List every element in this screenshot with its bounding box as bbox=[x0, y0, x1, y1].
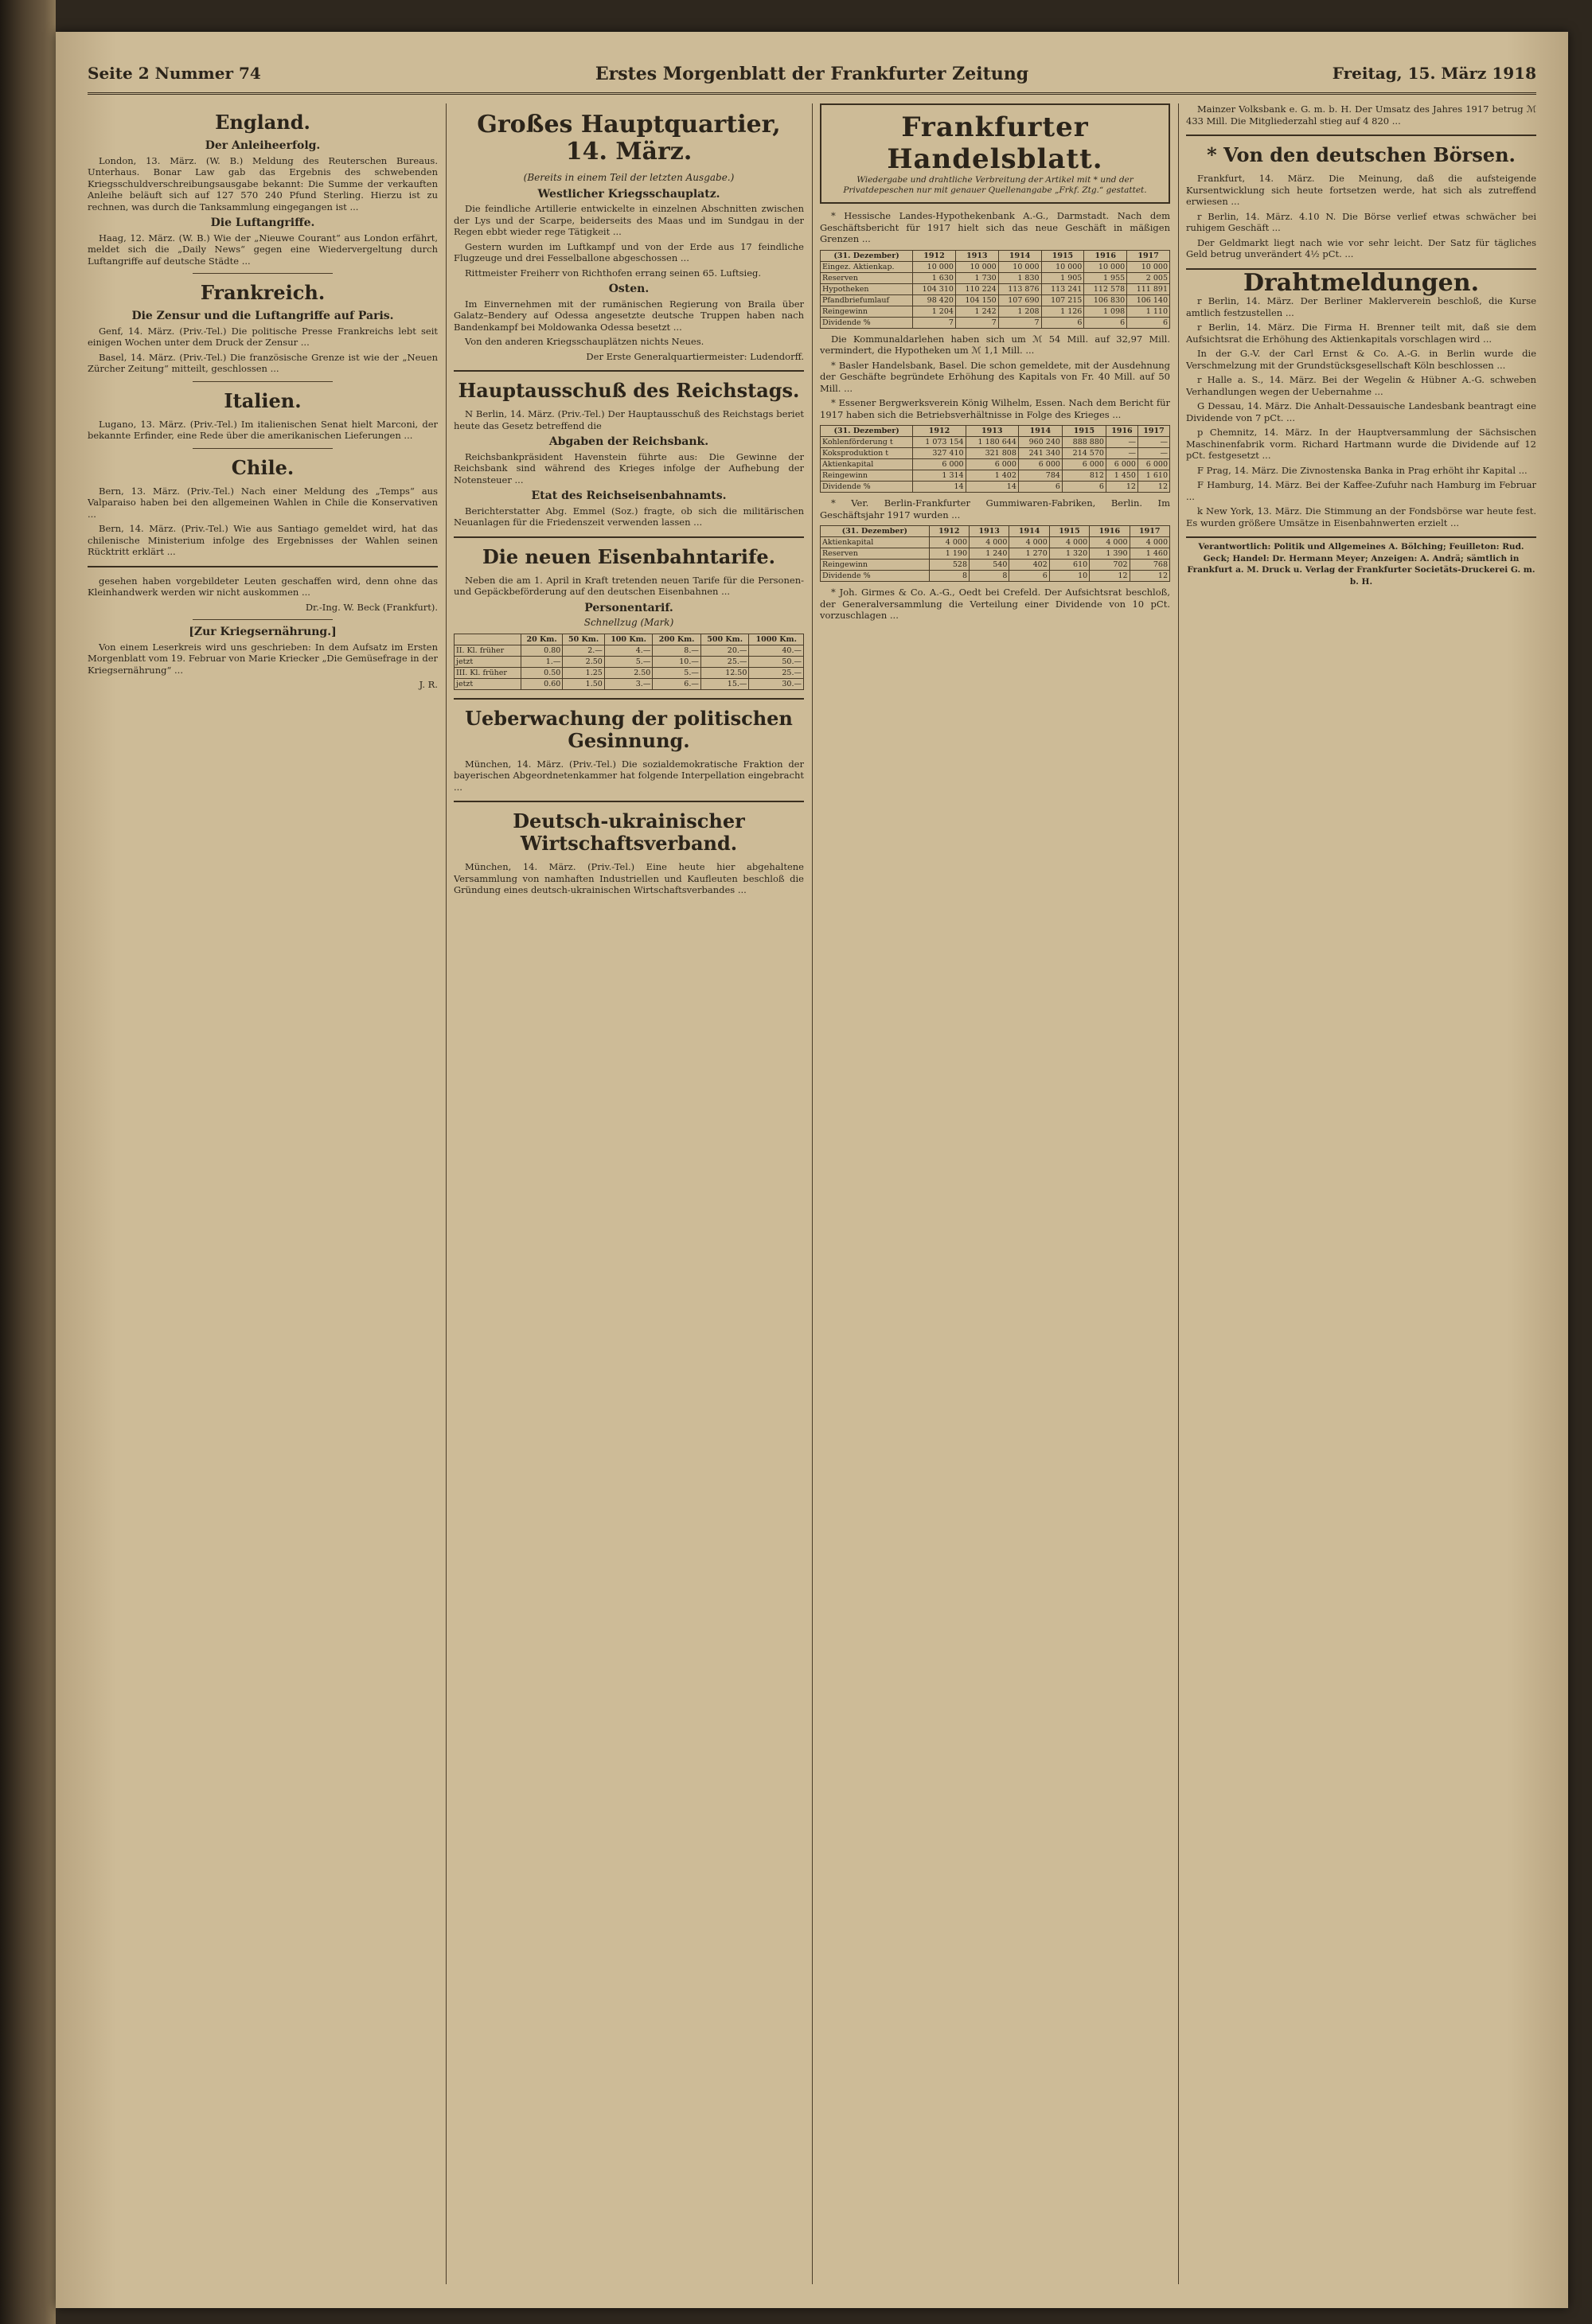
subheading-luftangriffe: Die Luftangriffe. bbox=[210, 216, 315, 229]
table-cell: 10 000 bbox=[913, 261, 956, 272]
divider bbox=[454, 536, 804, 538]
table-cell: 1 314 bbox=[913, 470, 966, 482]
article-text: * Hessische Landes-Hypothekenbank A.-G., Darmstadt. Nach dem Geschäftsbericht für 1917 hielt sich das neue Geschäft in mäßigen Grenzen ... bbox=[820, 210, 1170, 244]
table-row bbox=[821, 560, 1170, 571]
table-cell: 0.50 bbox=[521, 667, 562, 678]
table-cell: 7 bbox=[955, 317, 998, 328]
article-text: Bern, 14. März. (Priv.-Tel.) Wie aus Santiago gemeldet wird, hat das chilenische Ministerium infolge des Ergebnisses der Wahlen seinen Rücktritt erklärt ... bbox=[88, 523, 438, 557]
table-cell: Reserven bbox=[821, 548, 930, 560]
table-row bbox=[821, 261, 1170, 272]
table-cell: 50.— bbox=[749, 656, 804, 667]
subheading-kriegsernaehrung: [Zur Kriegsernährung.] bbox=[189, 626, 337, 638]
table-title: Personentarif. bbox=[584, 601, 673, 614]
column-rule bbox=[812, 103, 813, 2284]
table-header-cell: 1912 bbox=[913, 426, 966, 437]
heading-frankreich: Frankreich. bbox=[200, 281, 326, 304]
table-cell: 812 bbox=[1062, 470, 1106, 482]
table-cell: 7 bbox=[998, 317, 1041, 328]
table-header-cell: 50 Km. bbox=[563, 634, 604, 645]
table-cell: 2 005 bbox=[1127, 272, 1170, 283]
divider bbox=[193, 619, 333, 620]
table-cell: 402 bbox=[1009, 560, 1049, 571]
table-cell: 1 830 bbox=[998, 272, 1041, 283]
article-text: Frankfurt, 14. März. Die Meinung, daß die aufsteigende Kursentwicklung sich heute fortsetzen werde, hat sich als zutreffend erwiesen ... bbox=[1186, 173, 1536, 207]
table-header-row bbox=[455, 634, 804, 645]
divider bbox=[454, 801, 804, 802]
table-cell: III. Kl. früher bbox=[455, 667, 521, 678]
table-cell: 2.50 bbox=[604, 667, 653, 678]
divider bbox=[454, 370, 804, 372]
article-text: Neben die am 1. April in Kraft tretenden neuen Tarife für die Personen- und Gepäckbeförderung auf den deutschen Eisenbahnen ... bbox=[454, 574, 804, 597]
table-cell: 2.— bbox=[563, 645, 604, 656]
table-cell: Reingewinn bbox=[821, 560, 930, 571]
table-header-cell: 1912 bbox=[913, 250, 956, 261]
table-header-cell: 1917 bbox=[1127, 250, 1170, 261]
heading-boersen: * Von den deutschen Börsen. bbox=[1207, 143, 1516, 166]
table-cell: 7 bbox=[913, 317, 956, 328]
table-cell: 10 000 bbox=[1127, 261, 1170, 272]
table-cell: 1 240 bbox=[970, 548, 1009, 560]
header-masthead: Erstes Morgenblatt der Frankfurter Zeitung bbox=[595, 64, 1029, 84]
heading-italien: Italien. bbox=[224, 388, 302, 412]
table-cell: Aktienkapital bbox=[821, 537, 930, 548]
table-cell: 6 bbox=[1127, 317, 1170, 328]
table-cell: 111 891 bbox=[1127, 283, 1170, 294]
table-header-cell: 1916 bbox=[1106, 426, 1137, 437]
article-text: Von einem Leserkreis wird uns geschrieben: In dem Aufsatz im Ersten Morgenblatt vom 19. Februar von Marie Kriecker „Die Gemüsefrage in der Kriegsernährung“ ... bbox=[88, 641, 438, 676]
table-cell: 214 570 bbox=[1062, 448, 1106, 459]
table-cell: 1 208 bbox=[998, 306, 1041, 317]
heading-ueberwachung: Ueberwachung der politischen Gesinnung. bbox=[465, 706, 793, 752]
article-text: p Chemnitz, 14. März. In der Hauptversammlung der Sächsischen Maschinenfabrik vorm. Richard Hartmann wurde die Dividende auf 12 pCt. festgesetzt ... bbox=[1186, 427, 1536, 461]
article-text: Rittmeister Freiherr von Richthofen errang seinen 65. Luftsieg. bbox=[465, 267, 762, 279]
table-header-cell: 20 Km. bbox=[521, 634, 562, 645]
table-header-cell: 1916 bbox=[1084, 250, 1127, 261]
table-cell: 4 000 bbox=[1090, 537, 1130, 548]
table-cell: 327 410 bbox=[913, 448, 966, 459]
table-cell: 10 000 bbox=[1084, 261, 1127, 272]
table-cell: jetzt bbox=[455, 678, 521, 689]
article-text: Im Einvernehmen mit der rumänischen Regierung von Braila über Galatz–Bendery auf Odessa angesetzte deutsche Truppen haben nach Bandenkampf bei Moldowanka Odessa besetzt ... bbox=[454, 298, 804, 333]
table-row bbox=[821, 571, 1170, 582]
table-row bbox=[821, 470, 1170, 482]
heading-chile: Chile. bbox=[231, 455, 295, 479]
table-cell: II. Kl. früher bbox=[455, 645, 521, 656]
subheading-zensur: Die Zensur und die Luftangriffe auf Paris. bbox=[131, 310, 394, 322]
table-header-cell: (31. Dezember) bbox=[821, 526, 930, 537]
table-header-cell: 1916 bbox=[1090, 526, 1130, 537]
table-cell: 1 955 bbox=[1084, 272, 1127, 283]
table-header-cell: 200 Km. bbox=[653, 634, 701, 645]
table-cell: 4.— bbox=[604, 645, 653, 656]
table-cell: 10 000 bbox=[998, 261, 1041, 272]
table-row bbox=[821, 283, 1170, 294]
table-cell: — bbox=[1106, 448, 1137, 459]
table-cell: 1.50 bbox=[563, 678, 604, 689]
handelsblatt-notice: Wiedergabe und drahtliche Verbreitung der Artikel mit * und der Privatdepeschen nur mit genauer Quellenangabe „Frkf. Ztg.“ gestattet. bbox=[843, 175, 1147, 195]
table-cell: 40.— bbox=[749, 645, 804, 656]
table-header-row bbox=[821, 526, 1170, 537]
table-cell: 10 bbox=[1049, 571, 1089, 582]
page-header bbox=[88, 56, 1536, 95]
table-cell: 1 730 bbox=[955, 272, 998, 283]
tariff-table bbox=[454, 634, 804, 690]
table-row bbox=[821, 537, 1170, 548]
heading-wirtschaftsverband: Deutsch-ukrainischer Wirtschaftsverband. bbox=[513, 809, 745, 855]
table-cell: 30.— bbox=[749, 678, 804, 689]
table-cell: Reingewinn bbox=[821, 306, 913, 317]
article-text: Die feindliche Artillerie entwickelte in einzelnen Abschnitten zwischen der Lys und der Scarpe, beiderseits des Maas und im Sundgau in der Regen ebbt wieder rege Tätigkeit ... bbox=[454, 203, 804, 237]
table-header-cell: 500 Km. bbox=[700, 634, 749, 645]
table-cell: 6 bbox=[1018, 482, 1062, 493]
table-cell: 14 bbox=[966, 482, 1018, 493]
table-cell: 6 000 bbox=[913, 459, 966, 470]
article-text: * Basler Handelsbank, Basel. Die schon gemeldete, mit der Ausdehnung der Geschäfte begründete Erhöhung des Kapitals von Fr. 40 Mill. auf 50 Mill. ... bbox=[820, 359, 1170, 394]
table-cell: 6.— bbox=[653, 678, 701, 689]
table-header-cell: 1913 bbox=[955, 250, 998, 261]
table-cell: 4 000 bbox=[1009, 537, 1049, 548]
table-cell: 104 150 bbox=[955, 294, 998, 306]
table-cell: 113 876 bbox=[998, 283, 1041, 294]
article-text: F Prag, 14. März. Die Zivnostenska Banka in Prag erhöht ihr Kapital ... bbox=[1197, 464, 1528, 476]
table-cell: 1 180 644 bbox=[966, 437, 1018, 448]
table-cell: 1 390 bbox=[1090, 548, 1130, 560]
heading-eisenbahntarife: Die neuen Eisenbahntarife. bbox=[482, 544, 775, 568]
header-date: Freitag, 15. März 1918 bbox=[1332, 64, 1536, 83]
subheading-etat: Etat des Reichseisenbahnamts. bbox=[531, 489, 727, 502]
table-cell: 2.50 bbox=[563, 656, 604, 667]
table-cell: 1 460 bbox=[1130, 548, 1169, 560]
table-cell: 14 bbox=[913, 482, 966, 493]
table-cell: Kohlenförderung t bbox=[821, 437, 913, 448]
divider bbox=[454, 698, 804, 700]
table-cell: 1 270 bbox=[1009, 548, 1049, 560]
imprint: Verantwortlich: Politik und Allgemeines A. Bölching; Feuilleton: Rud. Geck; Handel: Dr. Hermann Meyer; Anzeigen: A. Andrä; sämtlich in Frankfurt a. M. Druck u. Verlag der Frankfurter Societäts-Druckerei G. m. b. H. bbox=[1186, 536, 1536, 587]
divider bbox=[1186, 135, 1536, 136]
table-row bbox=[821, 548, 1170, 560]
article-text: Der Geldmarkt liegt nach wie vor sehr leicht. Der Satz für tägliches Geld betrug unverändert 4½ pCt. ... bbox=[1186, 236, 1536, 259]
table-cell: Aktienkapital bbox=[821, 459, 913, 470]
table-cell: — bbox=[1106, 437, 1137, 448]
article-text: * Ver. Berlin-Frankfurter Gummiwaren-Fabriken, Berlin. Im Geschäftsjahr 1917 wurden ... bbox=[820, 497, 1170, 521]
table-cell: 12 bbox=[1137, 482, 1169, 493]
table-header-cell: 1913 bbox=[970, 526, 1009, 537]
table-cell: 6 bbox=[1041, 317, 1084, 328]
article-signature: Der Erste Generalquartiermeister: Ludendorff. bbox=[586, 350, 804, 362]
table-cell: 10 000 bbox=[955, 261, 998, 272]
book-binding bbox=[0, 0, 56, 2324]
table-header-cell: 1917 bbox=[1137, 426, 1169, 437]
table-cell: 8.— bbox=[653, 645, 701, 656]
table-cell: 4 000 bbox=[1049, 537, 1089, 548]
table-cell: 12.50 bbox=[700, 667, 749, 678]
table-row bbox=[455, 678, 804, 689]
table-cell: 4 000 bbox=[929, 537, 969, 548]
table-cell: 110 224 bbox=[955, 283, 998, 294]
table-cell: 1 610 bbox=[1137, 470, 1169, 482]
table-header-row bbox=[821, 426, 1170, 437]
table-header-cell: 1000 Km. bbox=[749, 634, 804, 645]
table-row bbox=[821, 448, 1170, 459]
table-row bbox=[821, 294, 1170, 306]
heading-hauptausschuss: Hauptausschuß des Reichstags. bbox=[458, 379, 800, 402]
table-cell: 6 000 bbox=[1062, 459, 1106, 470]
table-cell: 10.— bbox=[653, 656, 701, 667]
table-cell: 1 402 bbox=[966, 470, 1018, 482]
article-text: Die Kommunaldarlehen haben sich um ℳ 54 Mill. auf 32,97 Mill. vermindert, die Hypotheken um ℳ 1,1 Mill. ... bbox=[820, 333, 1170, 356]
table-cell: 1 450 bbox=[1106, 470, 1137, 482]
article-text: gesehen haben vorgebildeter Leuten geschaffen wird, denn ohne das Kleinhandwerk werden wir nicht auskommen ... bbox=[88, 575, 438, 598]
table-cell: — bbox=[1137, 448, 1169, 459]
column-1 bbox=[88, 103, 438, 2284]
table-cell: 12 bbox=[1130, 571, 1169, 582]
newspaper-page bbox=[56, 32, 1568, 2308]
table-cell: 960 240 bbox=[1018, 437, 1062, 448]
table-cell: 1 204 bbox=[913, 306, 956, 317]
table-cell: 768 bbox=[1130, 560, 1169, 571]
table-cell: 104 310 bbox=[913, 283, 956, 294]
article-text: Genf, 14. März. (Priv.-Tel.) Die politische Presse Frankreichs lebt seit einigen Wochen unter dem Druck der Zensur ... bbox=[88, 325, 438, 348]
table-header-cell: 1914 bbox=[1009, 526, 1049, 537]
article-text: G Dessau, 14. März. Die Anhalt-Dessauische Landesbank beantragt eine Dividende von 7 pCt. ... bbox=[1186, 400, 1536, 423]
table-cell: Eingez. Aktienkap. bbox=[821, 261, 913, 272]
table-cell: 1 073 154 bbox=[913, 437, 966, 448]
article-text: * Joh. Girmes & Co. A.-G., Oedt bei Crefeld. Der Aufsichtsrat beschloß, der Generalversammlung die Verteilung einer Dividende von 10 pCt. vorzuschlagen ... bbox=[820, 587, 1170, 621]
table-cell: 25.— bbox=[749, 667, 804, 678]
table-row bbox=[821, 272, 1170, 283]
article-text: In der G.-V. der Carl Ernst & Co. A.-G. in Berlin wurde die Verschmelzung mit der Grundstücksgesellschaft Köln beschlossen ... bbox=[1186, 348, 1536, 371]
table-cell: 6 000 bbox=[1137, 459, 1169, 470]
table-cell: 98 420 bbox=[913, 294, 956, 306]
table-cell: 4 000 bbox=[1130, 537, 1169, 548]
column-rule bbox=[446, 103, 447, 2284]
subheading-osten: Osten. bbox=[608, 283, 650, 295]
table-row bbox=[455, 656, 804, 667]
article-text: k New York, 13. März. Die Stimmung an der Fondsbörse war heute fest. Es wurden größere Umsätze in Eisenbahnwerten erzielt ... bbox=[1186, 505, 1536, 528]
table-cell: 8 bbox=[929, 571, 969, 582]
column-4 bbox=[1186, 103, 1536, 2284]
table-cell: 6 000 bbox=[1018, 459, 1062, 470]
table-cell: 107 215 bbox=[1041, 294, 1084, 306]
table-header-cell: 1912 bbox=[929, 526, 969, 537]
table-cell: 1 098 bbox=[1084, 306, 1127, 317]
table-cell: 1 630 bbox=[913, 272, 956, 283]
table-cell: 1.25 bbox=[563, 667, 604, 678]
table-row bbox=[821, 437, 1170, 448]
article-text: Reichsbankpräsident Havenstein führte aus: Die Gewinne der Reichsbank sind während des Krieges infolge der Aufhebung der Notensteuer ... bbox=[454, 450, 804, 485]
table-cell: jetzt bbox=[455, 656, 521, 667]
article-text: r Halle a. S., 14. März. Bei der Wegelin & Hübner A.-G. schweben Verhandlungen wegen der Uebernahme ... bbox=[1186, 374, 1536, 397]
table-cell: 6 bbox=[1009, 571, 1049, 582]
table-cell: 15.— bbox=[700, 678, 749, 689]
column-rule bbox=[1178, 103, 1179, 2284]
table-cell: 113 241 bbox=[1041, 283, 1084, 294]
table-header-cell: (31. Dezember) bbox=[821, 250, 913, 261]
table-cell: 888 880 bbox=[1062, 437, 1106, 448]
article-text: * Essener Bergwerksverein König Wilhelm, Essen. Nach dem Bericht für 1917 haben sich die Betriebsverhältnisse in Folge des Krieges ... bbox=[820, 397, 1170, 420]
table-cell: 1 905 bbox=[1041, 272, 1084, 283]
table-cell: Hypotheken bbox=[821, 283, 913, 294]
table-cell: 1 242 bbox=[955, 306, 998, 317]
table-row bbox=[821, 306, 1170, 317]
article-text: Gestern wurden im Luftkampf und von der Erde aus 17 feindliche Flugzeuge und drei Fesselballone abgeschossen ... bbox=[454, 240, 804, 263]
article-text: London, 13. März. (W. B.) Meldung des Reuterschen Bureaus. Unterhaus. Bonar Law gab das Ergebnis des schwebenden Kriegsschuldverschreibungsausgabe bekannt: Die Summe der verkauften Anleihe beläuft sich auf 127 570 240 Pfund Sterling. Hierzu ist zu rechnen, was durch die Tanksammlung eingegangen ist ... bbox=[88, 154, 438, 213]
table-row bbox=[455, 645, 804, 656]
article-text: r Berlin, 14. März. Die Firma H. Brenner teilt mit, daß sie dem Aufsichtsrat die Erhöhung des Aktienkapitals vorschlagen wird ... bbox=[1186, 322, 1536, 345]
table-header-cell bbox=[455, 634, 521, 645]
table-cell: 8 bbox=[970, 571, 1009, 582]
article-text: Haag, 12. März. (W. B.) Wie der „Nieuwe Courant“ aus London erfährt, meldet sich die „Daily News“ gegen eine Wiedervergeltung durch Luftangriffe auf deutsche Städte ... bbox=[88, 232, 438, 267]
table-cell: 1 110 bbox=[1127, 306, 1170, 317]
divider bbox=[193, 273, 333, 274]
table-cell: 20.— bbox=[700, 645, 749, 656]
article-signature: Dr.-Ing. W. Beck (Frankfurt). bbox=[305, 601, 438, 613]
handelsblatt-masthead bbox=[820, 103, 1170, 204]
table-row bbox=[821, 482, 1170, 493]
table-cell: 6 bbox=[1084, 317, 1127, 328]
article-text: München, 14. März. (Priv.-Tel.) Eine heute hier abgehaltene Versammlung von namhaften Industriellen und Kaufleuten beschloß die Gründung eines deutsch-ukrainischen Wirtschaftsverbandes ... bbox=[454, 861, 804, 895]
table-cell: 540 bbox=[970, 560, 1009, 571]
table-cell: 241 340 bbox=[1018, 448, 1062, 459]
table-header-cell: 1915 bbox=[1041, 250, 1084, 261]
table-cell: Dividende % bbox=[821, 571, 930, 582]
subheading-westlicher: Westlicher Kriegsschauplatz. bbox=[537, 187, 720, 201]
table-cell: 5.— bbox=[604, 656, 653, 667]
divider bbox=[193, 381, 333, 382]
table-cell: — bbox=[1137, 437, 1169, 448]
table-cell: 4 000 bbox=[970, 537, 1009, 548]
table-cell: 610 bbox=[1049, 560, 1089, 571]
table-cell: 6 000 bbox=[1106, 459, 1137, 470]
table-cell: 5.— bbox=[653, 667, 701, 678]
table-cell: 0.80 bbox=[521, 645, 562, 656]
balance-table-hypothekenbank bbox=[820, 250, 1170, 329]
table-cell: Reingewinn bbox=[821, 470, 913, 482]
table-row bbox=[821, 317, 1170, 328]
table-cell: Dividende % bbox=[821, 317, 913, 328]
table-header-cell: 1915 bbox=[1049, 526, 1089, 537]
table-header-row bbox=[821, 250, 1170, 261]
table-cell: 1.— bbox=[521, 656, 562, 667]
subheading-note: (Bereits in einem Teil der letzten Ausgabe.) bbox=[523, 172, 735, 183]
table-cell: 106 830 bbox=[1084, 294, 1127, 306]
article-text: F Hamburg, 14. März. Bei der Kaffee-Zufuhr nach Hamburg im Februar ... bbox=[1186, 479, 1536, 502]
handelsblatt-title: Frankfurter Handelsblatt. bbox=[887, 111, 1103, 175]
article-text: r Berlin, 14. März. Der Berliner Maklerverein beschloß, die Kurse amtlich festzustellen ... bbox=[1186, 295, 1536, 318]
table-cell: 784 bbox=[1018, 470, 1062, 482]
table-cell: 112 578 bbox=[1084, 283, 1127, 294]
table-cell: 12 bbox=[1106, 482, 1137, 493]
article-text: Berichterstatter Abg. Emmel (Soz.) fragte, ob sich die militärischen Neuanlagen für die Friedenszeit verwenden lassen ... bbox=[454, 505, 804, 528]
divider bbox=[88, 566, 438, 567]
table-cell: 10 000 bbox=[1041, 261, 1084, 272]
table-cell: 25.— bbox=[700, 656, 749, 667]
article-text: Bern, 13. März. (Priv.-Tel.) Nach einer Meldung des „Temps“ aus Valparaiso haben bei den allgemeinen Wahlen in Chile die Konservativen ... bbox=[88, 485, 438, 520]
article-text: Lugano, 13. März. (Priv.-Tel.) Im italienischen Senat hielt Marconi, der bekannte Erfinder, eine Rede über die amerikanischen Lieferungen ... bbox=[88, 418, 438, 441]
balance-table-koenig-wilhelm bbox=[820, 425, 1170, 493]
header-page-number: Seite 2 Nummer 74 bbox=[88, 64, 261, 83]
table-header-cell: 1915 bbox=[1062, 426, 1106, 437]
table-cell: Reserven bbox=[821, 272, 913, 283]
article-text: München, 14. März. (Priv.-Tel.) Die sozialdemokratische Fraktion der bayerischen Abgeordnetenkammer hat folgende Interpellation eingebracht ... bbox=[454, 758, 804, 793]
table-cell: Pfandbriefumlauf bbox=[821, 294, 913, 306]
table-cell: Dividende % bbox=[821, 482, 913, 493]
heading-drahtmeldungen: Drahtmeldungen. bbox=[1243, 268, 1480, 297]
table-cell: 321 808 bbox=[966, 448, 1018, 459]
column-3 bbox=[820, 103, 1170, 2284]
subheading-anleiheerfolg: Der Anleiheerfolg. bbox=[205, 139, 321, 152]
table-header-cell: (31. Dezember) bbox=[821, 426, 913, 437]
table-cell: 0.60 bbox=[521, 678, 562, 689]
table-header-cell: 1917 bbox=[1130, 526, 1169, 537]
table-cell: 528 bbox=[929, 560, 969, 571]
article-text: Basel, 14. März. (Priv.-Tel.) Die französische Grenze ist wie der „Neuen Zürcher Zeitung“ mitteilt, geschlossen ... bbox=[88, 351, 438, 374]
table-cell: 702 bbox=[1090, 560, 1130, 571]
table-cell: 107 690 bbox=[998, 294, 1041, 306]
table-cell: 1 320 bbox=[1049, 548, 1089, 560]
table-row bbox=[455, 667, 804, 678]
article-text: N Berlin, 14. März. (Priv.-Tel.) Der Hauptausschuß des Reichstags beriet heute das Gesetz betreffend die bbox=[454, 408, 804, 431]
article-text: r Berlin, 14. März. 4.10 N. Die Börse verlief etwas schwächer bei ruhigem Geschäft ... bbox=[1186, 210, 1536, 233]
table-row bbox=[821, 459, 1170, 470]
table-header-cell: 1913 bbox=[966, 426, 1018, 437]
table-cell: 1 190 bbox=[929, 548, 969, 560]
article-signature: J. R. bbox=[419, 679, 438, 690]
table-header-cell: 1914 bbox=[1018, 426, 1062, 437]
column-2 bbox=[454, 103, 804, 2284]
table-cell: Koksproduktion t bbox=[821, 448, 913, 459]
article-text: Von den anderen Kriegsschauplätzen nichts Neues. bbox=[465, 336, 704, 347]
table-cell: 6 bbox=[1062, 482, 1106, 493]
table-cell: 1 126 bbox=[1041, 306, 1084, 317]
table-cell: 106 140 bbox=[1127, 294, 1170, 306]
table-cell: 6 000 bbox=[966, 459, 1018, 470]
balance-table-gummiwaren bbox=[820, 525, 1170, 582]
heading-england: England. bbox=[215, 111, 310, 134]
table-subtitle: Schnellzug (Mark) bbox=[583, 617, 674, 628]
table-cell: 3.— bbox=[604, 678, 653, 689]
table-cell: 12 bbox=[1090, 571, 1130, 582]
table-header-cell: 100 Km. bbox=[604, 634, 653, 645]
heading-hauptquartier: Großes Hauptquartier, 14. März. bbox=[477, 111, 781, 166]
table-header-cell: 1914 bbox=[998, 250, 1041, 261]
subheading-reichsbank: Abgaben der Reichsbank. bbox=[548, 435, 709, 448]
article-text: Mainzer Volksbank e. G. m. b. H. Der Umsatz des Jahres 1917 betrug ℳ 433 Mill. Die Mitgliederzahl stieg auf 4 820 ... bbox=[1186, 103, 1536, 127]
divider bbox=[193, 448, 333, 449]
